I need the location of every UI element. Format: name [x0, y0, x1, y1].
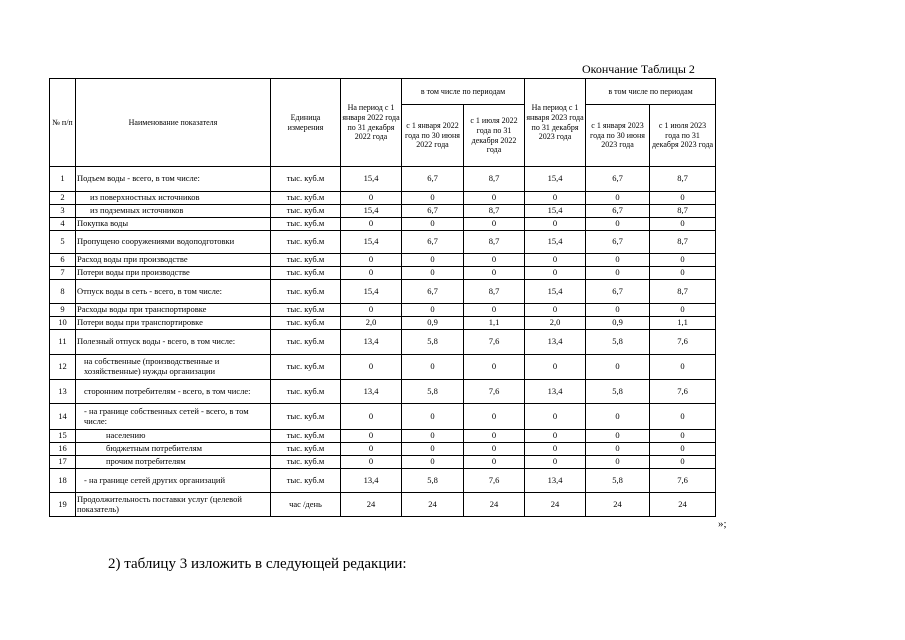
header-h2-2023: с 1 июля 2023 года по 31 декабря 2023 года [650, 105, 716, 167]
unit-cell: тыс. куб.м [271, 330, 341, 355]
value-cell: 0 [341, 254, 402, 267]
value-cell: 24 [341, 493, 402, 517]
header-including-2023: в том числе по периодам [586, 79, 716, 105]
row-number: 5 [50, 231, 76, 254]
value-cell: 0 [586, 254, 650, 267]
value-cell: 6,7 [586, 280, 650, 304]
value-cell: 7,6 [650, 469, 716, 493]
unit-cell: тыс. куб.м [271, 231, 341, 254]
header-unit: Единица измерения [271, 79, 341, 167]
unit-cell: тыс. куб.м [271, 205, 341, 218]
value-cell: 24 [586, 493, 650, 517]
value-cell: 5,8 [586, 330, 650, 355]
unit-cell: тыс. куб.м [271, 456, 341, 469]
amendment-paragraph: 2) таблицу 3 изложить в следующей редакции: [108, 556, 407, 572]
unit-cell: тыс. куб.м [271, 304, 341, 317]
value-cell: 0 [586, 456, 650, 469]
header-h1-2023: с 1 января 2023 года по 30 июня 2023 года [586, 105, 650, 167]
value-cell: 0 [586, 192, 650, 205]
row-number: 6 [50, 254, 76, 267]
value-cell: 8,7 [464, 231, 525, 254]
value-cell: 0 [402, 430, 464, 443]
row-number: 13 [50, 380, 76, 404]
value-cell: 6,7 [402, 231, 464, 254]
value-cell: 0 [650, 430, 716, 443]
value-cell: 6,7 [586, 167, 650, 192]
table-row [50, 254, 716, 267]
unit-cell: тыс. куб.м [271, 192, 341, 205]
value-cell: 8,7 [464, 167, 525, 192]
row-number: 4 [50, 218, 76, 231]
value-cell: 0 [402, 254, 464, 267]
indicator-name: сторонним потребителям - всего, в том числе: [76, 380, 271, 404]
indicator-name: населению [76, 430, 271, 443]
value-cell: 0 [341, 267, 402, 280]
value-cell: 24 [402, 493, 464, 517]
value-cell: 0 [464, 456, 525, 469]
value-cell: 0 [650, 267, 716, 280]
indicator-name: Отпуск воды в сеть - всего, в том числе: [76, 280, 271, 304]
indicator-name: Потери воды при транспортировке [76, 317, 271, 330]
value-cell: 0 [402, 443, 464, 456]
value-cell: 15,4 [525, 167, 586, 192]
value-cell: 0 [464, 355, 525, 380]
table-row [50, 205, 716, 218]
value-cell: 0 [341, 456, 402, 469]
value-cell: 0 [586, 267, 650, 280]
header-name: Наименование показателя [76, 79, 271, 167]
value-cell: 0 [402, 456, 464, 469]
value-cell: 7,6 [650, 380, 716, 404]
value-cell: 0 [402, 192, 464, 205]
row-number: 15 [50, 430, 76, 443]
value-cell: 0 [341, 443, 402, 456]
value-cell: 15,4 [341, 280, 402, 304]
value-cell: 8,7 [650, 205, 716, 218]
table-row [50, 280, 716, 304]
value-cell: 15,4 [525, 205, 586, 218]
value-cell: 0,9 [402, 317, 464, 330]
value-cell: 13,4 [341, 380, 402, 404]
indicator-name: - на границе собственных сетей - всего, в том числе: [76, 404, 271, 430]
value-cell: 7,6 [464, 469, 525, 493]
value-cell: 7,6 [650, 330, 716, 355]
header-h2-2022: с 1 июля 2022 года по 31 декабря 2022 года [464, 105, 525, 167]
value-cell: 0 [586, 355, 650, 380]
value-cell: 0 [525, 192, 586, 205]
indicator-name: Покупка воды [76, 218, 271, 231]
value-cell: 15,4 [341, 231, 402, 254]
indicator-name: - на границе сетей других организаций [76, 469, 271, 493]
row-number: 9 [50, 304, 76, 317]
value-cell: 15,4 [525, 280, 586, 304]
value-cell: 8,7 [650, 231, 716, 254]
unit-cell: тыс. куб.м [271, 469, 341, 493]
indicator-name: Расходы воды при транспортировке [76, 304, 271, 317]
table-row [50, 218, 716, 231]
value-cell: 6,7 [586, 231, 650, 254]
table-caption: Окончание Таблицы 2 [582, 62, 695, 76]
unit-cell: тыс. куб.м [271, 355, 341, 380]
unit-cell: тыс. куб.м [271, 317, 341, 330]
value-cell: 0 [586, 404, 650, 430]
row-number: 2 [50, 192, 76, 205]
indicator-name: прочим потребителям [76, 456, 271, 469]
unit-cell: тыс. куб.м [271, 167, 341, 192]
value-cell: 5,8 [402, 330, 464, 355]
value-cell: 0,9 [586, 317, 650, 330]
unit-cell: тыс. куб.м [271, 443, 341, 456]
row-number: 1 [50, 167, 76, 192]
value-cell: 0 [402, 304, 464, 317]
value-cell: 0 [525, 218, 586, 231]
value-cell: 0 [586, 430, 650, 443]
value-cell: 0 [464, 267, 525, 280]
table-row [50, 404, 716, 430]
value-cell: 0 [650, 443, 716, 456]
table-row [50, 330, 716, 355]
row-number: 14 [50, 404, 76, 430]
value-cell: 15,4 [341, 167, 402, 192]
indicator-name: Полезный отпуск воды - всего, в том числе: [76, 330, 271, 355]
value-cell: 0 [586, 304, 650, 317]
row-number: 18 [50, 469, 76, 493]
table-row [50, 380, 716, 404]
value-cell: 8,7 [650, 167, 716, 192]
value-cell: 0 [525, 355, 586, 380]
value-cell: 13,4 [525, 380, 586, 404]
table-row [50, 355, 716, 380]
row-number: 8 [50, 280, 76, 304]
value-cell: 5,8 [586, 469, 650, 493]
row-number: 16 [50, 443, 76, 456]
quote-end-mark: »; [718, 518, 727, 530]
header-including-2022: в том числе по периодам [402, 79, 525, 105]
row-number: 10 [50, 317, 76, 330]
value-cell: 5,8 [402, 380, 464, 404]
table-body [50, 167, 716, 517]
table-row [50, 192, 716, 205]
value-cell: 0 [464, 192, 525, 205]
value-cell: 0 [464, 404, 525, 430]
value-cell: 0 [464, 443, 525, 456]
value-cell: 0 [525, 404, 586, 430]
value-cell: 0 [650, 192, 716, 205]
indicator-name: бюджетным потребителям [76, 443, 271, 456]
value-cell: 0 [402, 355, 464, 380]
value-cell: 0 [525, 456, 586, 469]
value-cell: 0 [464, 430, 525, 443]
value-cell: 7,6 [464, 330, 525, 355]
indicator-name: из подземных источников [76, 205, 271, 218]
value-cell: 1,1 [650, 317, 716, 330]
value-cell: 0 [464, 304, 525, 317]
table-row [50, 317, 716, 330]
value-cell: 0 [341, 192, 402, 205]
table-row [50, 430, 716, 443]
header-h1-2022: с 1 января 2022 года по 30 июня 2022 года [402, 105, 464, 167]
value-cell: 5,8 [402, 469, 464, 493]
value-cell: 0 [341, 218, 402, 231]
table-row [50, 304, 716, 317]
table-row [50, 167, 716, 192]
value-cell: 0 [586, 218, 650, 231]
indicator-name: Подъем воды - всего, в том числе: [76, 167, 271, 192]
header-number: № п/п [50, 79, 76, 167]
value-cell: 0 [650, 218, 716, 231]
value-cell: 8,7 [650, 280, 716, 304]
value-cell: 24 [525, 493, 586, 517]
value-cell: 0 [650, 404, 716, 430]
indicator-name: на собственные (производственные и хозяйственные) нужды организации [76, 355, 271, 380]
value-cell: 13,4 [525, 330, 586, 355]
unit-cell: тыс. куб.м [271, 267, 341, 280]
value-cell: 13,4 [341, 330, 402, 355]
header-period-2022: На период с 1 января 2022 года по 31 декабря 2022 года [341, 79, 402, 167]
unit-cell: тыс. куб.м [271, 430, 341, 443]
value-cell: 6,7 [402, 167, 464, 192]
unit-cell: час /день [271, 493, 341, 517]
indicator-name: Потери воды при производстве [76, 267, 271, 280]
table-row [50, 267, 716, 280]
table-row [50, 456, 716, 469]
table-row [50, 231, 716, 254]
value-cell: 0 [650, 304, 716, 317]
value-cell: 0 [341, 430, 402, 443]
unit-cell: тыс. куб.м [271, 404, 341, 430]
row-number: 7 [50, 267, 76, 280]
value-cell: 13,4 [341, 469, 402, 493]
value-cell: 24 [464, 493, 525, 517]
value-cell: 1,1 [464, 317, 525, 330]
value-cell: 0 [525, 267, 586, 280]
indicator-name: Пропущено сооружениями водоподготовки [76, 231, 271, 254]
row-number: 11 [50, 330, 76, 355]
value-cell: 5,8 [586, 380, 650, 404]
value-cell: 0 [402, 404, 464, 430]
value-cell: 6,7 [586, 205, 650, 218]
value-cell: 24 [650, 493, 716, 517]
table-row [50, 493, 716, 517]
unit-cell: тыс. куб.м [271, 280, 341, 304]
value-cell: 7,6 [464, 380, 525, 404]
value-cell: 0 [525, 443, 586, 456]
value-cell: 0 [341, 304, 402, 317]
value-cell: 0 [525, 254, 586, 267]
value-cell: 0 [402, 218, 464, 231]
value-cell: 0 [341, 404, 402, 430]
indicator-name: Продолжительность поставки услуг (целевой показатель) [76, 493, 271, 517]
unit-cell: тыс. куб.м [271, 218, 341, 231]
value-cell: 0 [341, 355, 402, 380]
value-cell: 0 [525, 304, 586, 317]
row-number: 12 [50, 355, 76, 380]
value-cell: 0 [464, 254, 525, 267]
row-number: 3 [50, 205, 76, 218]
value-cell: 6,7 [402, 205, 464, 218]
value-cell: 8,7 [464, 205, 525, 218]
value-cell: 0 [586, 443, 650, 456]
header-period-2023: На период с 1 января 2023 года по 31 декабря 2023 года [525, 79, 586, 167]
value-cell: 13,4 [525, 469, 586, 493]
row-number: 19 [50, 493, 76, 517]
table-row [50, 469, 716, 493]
value-cell: 0 [525, 430, 586, 443]
value-cell: 0 [402, 267, 464, 280]
value-cell: 8,7 [464, 280, 525, 304]
value-cell: 0 [650, 254, 716, 267]
value-cell: 2,0 [341, 317, 402, 330]
value-cell: 15,4 [341, 205, 402, 218]
unit-cell: тыс. куб.м [271, 380, 341, 404]
indicator-name: из поверхностных источников [76, 192, 271, 205]
indicators-table [49, 78, 716, 517]
table-row [50, 443, 716, 456]
value-cell: 6,7 [402, 280, 464, 304]
unit-cell: тыс. куб.м [271, 254, 341, 267]
value-cell: 15,4 [525, 231, 586, 254]
indicator-name: Расход воды при производстве [76, 254, 271, 267]
value-cell: 0 [650, 355, 716, 380]
value-cell: 2,0 [525, 317, 586, 330]
value-cell: 0 [650, 456, 716, 469]
row-number: 17 [50, 456, 76, 469]
value-cell: 0 [464, 218, 525, 231]
